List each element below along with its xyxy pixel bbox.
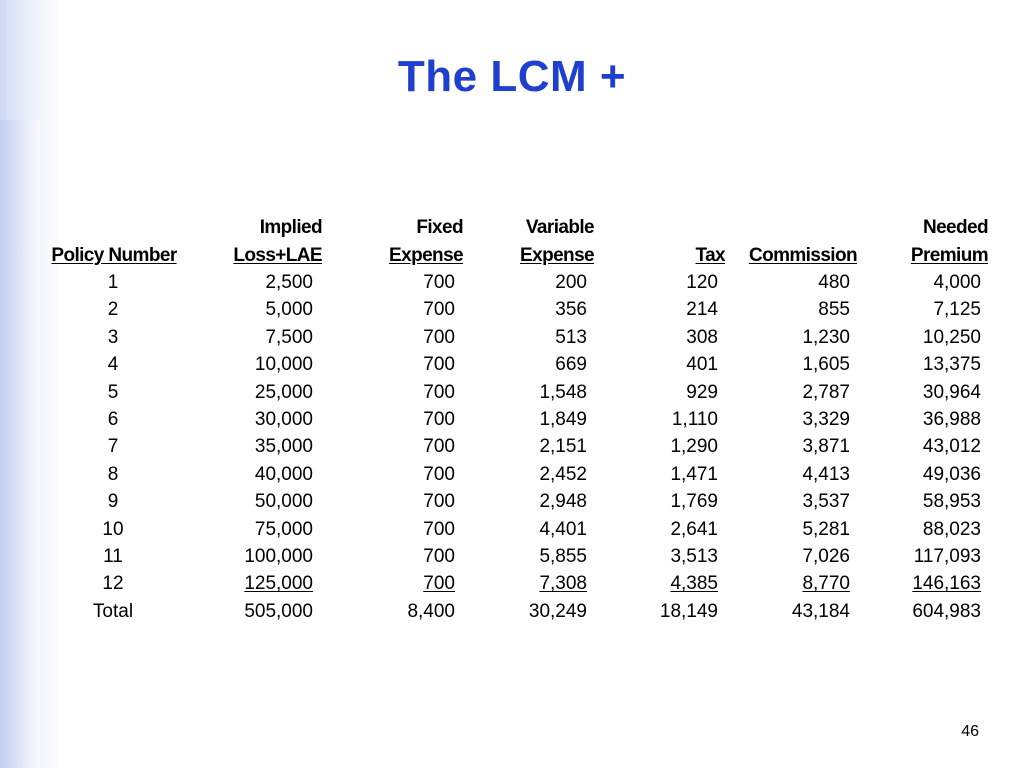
- cell-variable-expense: 356: [555, 299, 587, 321]
- cell-commission: 1,605: [802, 354, 850, 376]
- header-policy-number: Policy Number: [51, 245, 177, 266]
- header-commission: Commission: [748, 245, 857, 266]
- cell-tax: 2,641: [670, 518, 718, 540]
- cell-variable-expense: 2,948: [539, 491, 587, 513]
- header-tax: Tax: [695, 245, 725, 266]
- cell-needed-premium: 7,125: [933, 299, 981, 321]
- cell-fixed-expense: 700: [423, 436, 455, 458]
- cell-commission: 7,026: [802, 546, 850, 567]
- cell-policy-number: 9: [107, 491, 119, 513]
- cell-implied-loss-lae: 100,000: [244, 546, 313, 567]
- header-needed-premium-line1: Needed: [922, 217, 988, 238]
- cell-needed-premium: 30,964: [922, 381, 981, 403]
- cell-tax: 3,513: [670, 546, 718, 567]
- cell-policy-number: 4: [107, 354, 119, 376]
- cell-commission: 3,537: [802, 491, 850, 513]
- header-variable-expense-line1: Variable: [525, 217, 594, 238]
- cell-fixed-expense: 700: [423, 354, 455, 376]
- header-fixed-expense: Expense: [389, 245, 463, 266]
- cell-tax: 1,471: [670, 463, 718, 485]
- cell-tax: 1,290: [670, 436, 718, 458]
- cell-tax: 308: [686, 326, 718, 348]
- cell-needed-premium: 10,250: [922, 326, 981, 348]
- cell-policy-number: 3: [107, 326, 119, 348]
- cell-commission: 855: [818, 299, 850, 321]
- cell-variable-expense: 5,855: [539, 546, 587, 567]
- cell-fixed-expense: 700: [423, 409, 455, 430]
- cell-fixed-expense: 700: [423, 272, 455, 293]
- cell-tax: 929: [686, 381, 718, 403]
- cell-fixed-expense: 700: [423, 326, 455, 348]
- cell-commission: 1,230: [802, 326, 850, 348]
- cell-policy-number: 10: [102, 518, 124, 540]
- total-implied-loss-lae: 505,000: [244, 600, 313, 622]
- cell-commission: 2,787: [802, 381, 850, 403]
- cell-fixed-expense: 700: [423, 573, 455, 595]
- cell-implied-loss-lae: 7,500: [265, 326, 313, 348]
- total-tax: 18,149: [659, 600, 718, 622]
- cell-needed-premium: 88,023: [922, 518, 981, 540]
- cell-commission: 3,871: [802, 436, 850, 458]
- cell-commission: 4,413: [802, 463, 850, 485]
- cell-needed-premium: 146,163: [912, 573, 981, 595]
- total-commission: 43,184: [791, 600, 850, 622]
- cell-needed-premium: 4,000: [933, 272, 981, 293]
- cell-variable-expense: 200: [555, 272, 587, 293]
- cell-fixed-expense: 700: [423, 463, 455, 485]
- cell-variable-expense: 1,548: [539, 381, 587, 403]
- cell-fixed-expense: 700: [423, 299, 455, 321]
- cell-variable-expense: 1,849: [539, 409, 587, 430]
- cell-commission: 3,329: [802, 409, 850, 430]
- cell-tax: 4,385: [670, 573, 718, 595]
- slide-side-gradient-accent: [0, 120, 40, 768]
- cell-implied-loss-lae: 2,500: [265, 272, 313, 293]
- cell-variable-expense: 4,401: [539, 518, 587, 540]
- cell-tax: 1,769: [670, 491, 718, 513]
- cell-fixed-expense: 700: [423, 546, 455, 567]
- cell-fixed-expense: 700: [423, 381, 455, 403]
- cell-needed-premium: 43,012: [922, 436, 981, 458]
- total-fixed-expense: 8,400: [407, 600, 455, 622]
- cell-policy-number: 1: [107, 272, 119, 293]
- cell-fixed-expense: 700: [423, 518, 455, 540]
- cell-policy-number: 11: [103, 546, 123, 567]
- cell-implied-loss-lae: 40,000: [254, 463, 313, 485]
- cell-variable-expense: 513: [555, 326, 587, 348]
- cell-implied-loss-lae: 10,000: [254, 354, 313, 376]
- cell-tax: 214: [686, 299, 718, 321]
- page-number: 46: [961, 723, 979, 740]
- cell-implied-loss-lae: 35,000: [254, 436, 313, 458]
- cell-implied-loss-lae: 125,000: [244, 573, 313, 595]
- header-variable-expense: Expense: [520, 245, 594, 266]
- cell-tax: 401: [686, 354, 718, 376]
- cell-needed-premium: 13,375: [922, 354, 981, 376]
- cell-policy-number: 6: [107, 409, 119, 430]
- cell-policy-number: 5: [107, 381, 119, 403]
- cell-implied-loss-lae: 30,000: [254, 409, 313, 430]
- cell-implied-loss-lae: 75,000: [254, 518, 313, 540]
- cell-variable-expense: 669: [555, 354, 587, 376]
- cell-needed-premium: 58,953: [922, 491, 981, 513]
- cell-implied-loss-lae: 5,000: [265, 299, 313, 321]
- header-implied-loss-lae-line1: Implied: [259, 217, 322, 238]
- cell-variable-expense: 7,308: [539, 573, 587, 595]
- cell-commission: 8,770: [802, 573, 850, 595]
- total-needed-premium: 604,983: [912, 600, 981, 622]
- cell-implied-loss-lae: 50,000: [254, 491, 313, 513]
- header-needed-premium: Premium: [910, 245, 988, 266]
- cell-tax: 120: [686, 272, 718, 293]
- cell-needed-premium: 36,988: [922, 409, 981, 430]
- header-implied-loss-lae: Loss+LAE: [233, 245, 322, 266]
- cell-policy-number: 2: [107, 299, 119, 321]
- total-variable-expense: 30,249: [528, 600, 587, 622]
- cell-needed-premium: 49,036: [922, 463, 981, 485]
- cell-commission: 480: [818, 272, 850, 293]
- cell-tax: 1,110: [671, 409, 718, 430]
- cell-needed-premium: 117,093: [913, 546, 981, 567]
- cell-variable-expense: 2,151: [539, 436, 587, 458]
- cell-variable-expense: 2,452: [539, 463, 587, 485]
- header-fixed-expense-line1: Fixed: [416, 217, 463, 238]
- cell-implied-loss-lae: 25,000: [254, 381, 313, 403]
- slide-title: The LCM +: [397, 52, 627, 101]
- total-policy-number: Total: [92, 600, 134, 622]
- cell-commission: 5,281: [802, 518, 850, 540]
- cell-policy-number: 8: [107, 463, 119, 485]
- cell-policy-number: 12: [102, 573, 124, 595]
- cell-policy-number: 7: [107, 436, 119, 458]
- cell-fixed-expense: 700: [423, 491, 455, 513]
